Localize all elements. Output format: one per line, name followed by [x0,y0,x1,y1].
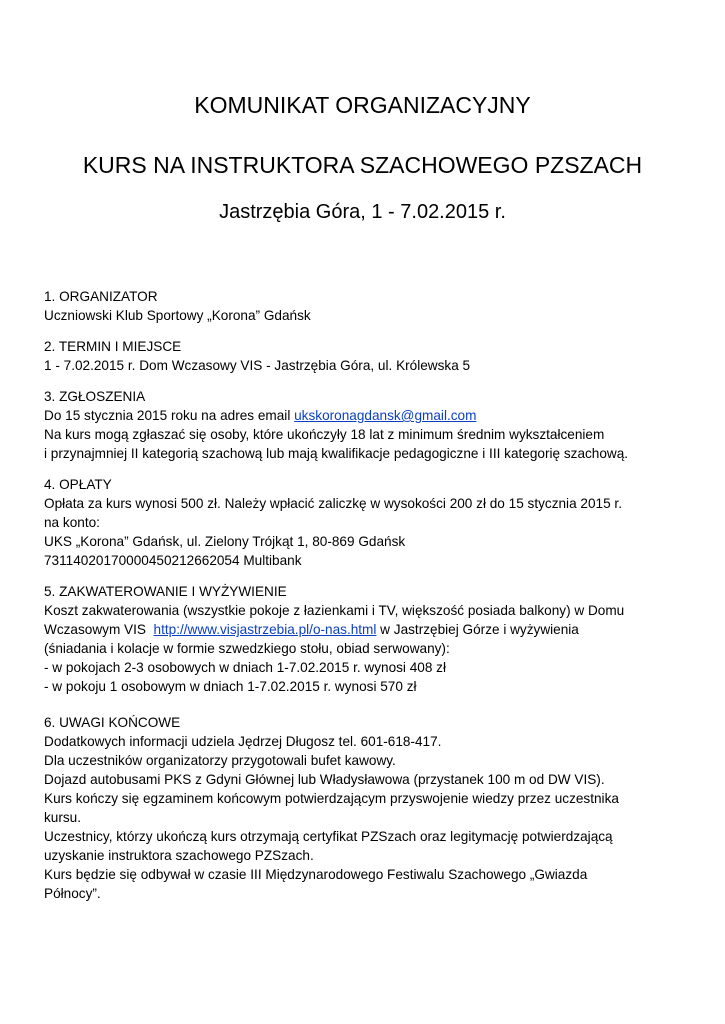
account-label: na konto: [44,515,100,530]
document-subtitle: KURS NA INSTRUKTORA SZACHOWEGO PZSZACH [82,152,643,178]
accommodation-text-pre: Wczasowym VIS [44,622,154,637]
section-final-notes [44,713,694,903]
section-registration [44,387,694,463]
meals-text: (śniadania i kolacje w formie szwedzkiego stołu, obiad serwowany): [44,641,450,656]
price-multi-room: - w pokojach 2-3 osobowych w dniach 1-7.02.2015 r. wynosi 408 zł [44,660,446,675]
document-body [44,287,694,915]
accommodation-link-line [44,620,694,639]
section-heading: 1. ORGANIZATOR [44,289,158,304]
eligibility-text-2: i przynajmniej II kategorią szachową lub mają kwalifikacje pedagogiczne i III kategorię szachową. [44,446,629,461]
date-place-text: 1 - 7.02.2015 r. Dom Wczasowy VIS - Jastrzębia Góra, ul. Królewska 5 [44,358,471,373]
email-link[interactable]: ukskoronagdansk@gmail.com [294,408,477,423]
organizer-name: Uczniowski Klub Sportowy „Korona” Gdańsk [44,308,311,323]
accommodation-text: Koszt zakwaterowania (wszystkie pokoje z łazienkami i TV, większość posiada balkony) w Domu [44,603,625,618]
accommodation-text-post: w Jastrzębiej Górze i wyżywienia [376,622,579,637]
registration-text: Do 15 stycznia 2015 roku na adres email [44,408,295,423]
certificate-text-2: uzyskanie instruktora szachowego PZSzach. [44,848,314,863]
vis-website-link[interactable]: http://www.visjastrzebia.pl/o-nas.html [153,622,377,637]
section-heading: 6. UWAGI KOŃCOWE [44,715,181,730]
price-single-room: - w pokoju 1 osobowym w dniach 1-7.02.2015 r. wynosi 570 zł [44,679,417,694]
certificate-text: Uczestnicy, którzy ukończą kurs otrzymają certyfikat PZSzach oraz legitymację potwierdzającą [44,829,613,844]
section-heading: 2. TERMIN I MIEJSCE [44,339,182,354]
coffee-text: Dla uczestników organizatorzy przygotowali bufet kawowy. [44,753,396,768]
section-organizer [44,287,694,325]
eligibility-text: Na kurs mogą zgłaszać się osoby, które ukończyły 18 lat z minimum średnim wykształceniem [44,427,605,442]
section-fees [44,475,694,570]
transport-text: Dojazd autobusami PKS z Gdyni Głównej lub Władysławowa (przystanek 100 m od DW VIS). [44,772,605,787]
contact-text: Dodatkowych informacji udziela Jędrzej Długosz tel. 601-618-417. [44,734,442,749]
registration-deadline [44,406,694,425]
place-and-date: Jastrzębia Góra, 1 - 7.02.2015 r. [219,201,506,223]
account-holder: UKS „Korona” Gdańsk, ul. Zielony Trójkąt 1, 80-869 Gdańsk [44,534,406,549]
festival-text-2: Północy”. [44,886,101,901]
fee-text: Opłata za kurs wynosi 500 zł. Należy wpłacić zaliczkę w wysokości 200 zł do 15 stycznia 2015 r. [44,496,622,511]
section-heading: 5. ZAKWATEROWANIE I WYŻYWIENIE [44,584,287,599]
exam-text: Kurs kończy się egzaminem końcowym potwierdzającym przyswojenie wiedzy przez uczestnika [44,791,619,806]
exam-text-2: kursu. [44,810,82,825]
section-date-place [44,337,694,375]
account-number: 73114020170000450212662054 Multibank [44,553,302,568]
festival-text: Kurs będzie się odbywał w czasie III Międzynarodowego Festiwalu Szachowego „Gwiazda [44,867,588,882]
section-heading: 3. ZGŁOSZENIA [44,389,146,404]
section-accommodation [44,582,694,696]
document-title: KOMUNIKAT ORGANIZACYJNY [194,92,531,118]
section-heading: 4. OPŁATY [44,477,112,492]
